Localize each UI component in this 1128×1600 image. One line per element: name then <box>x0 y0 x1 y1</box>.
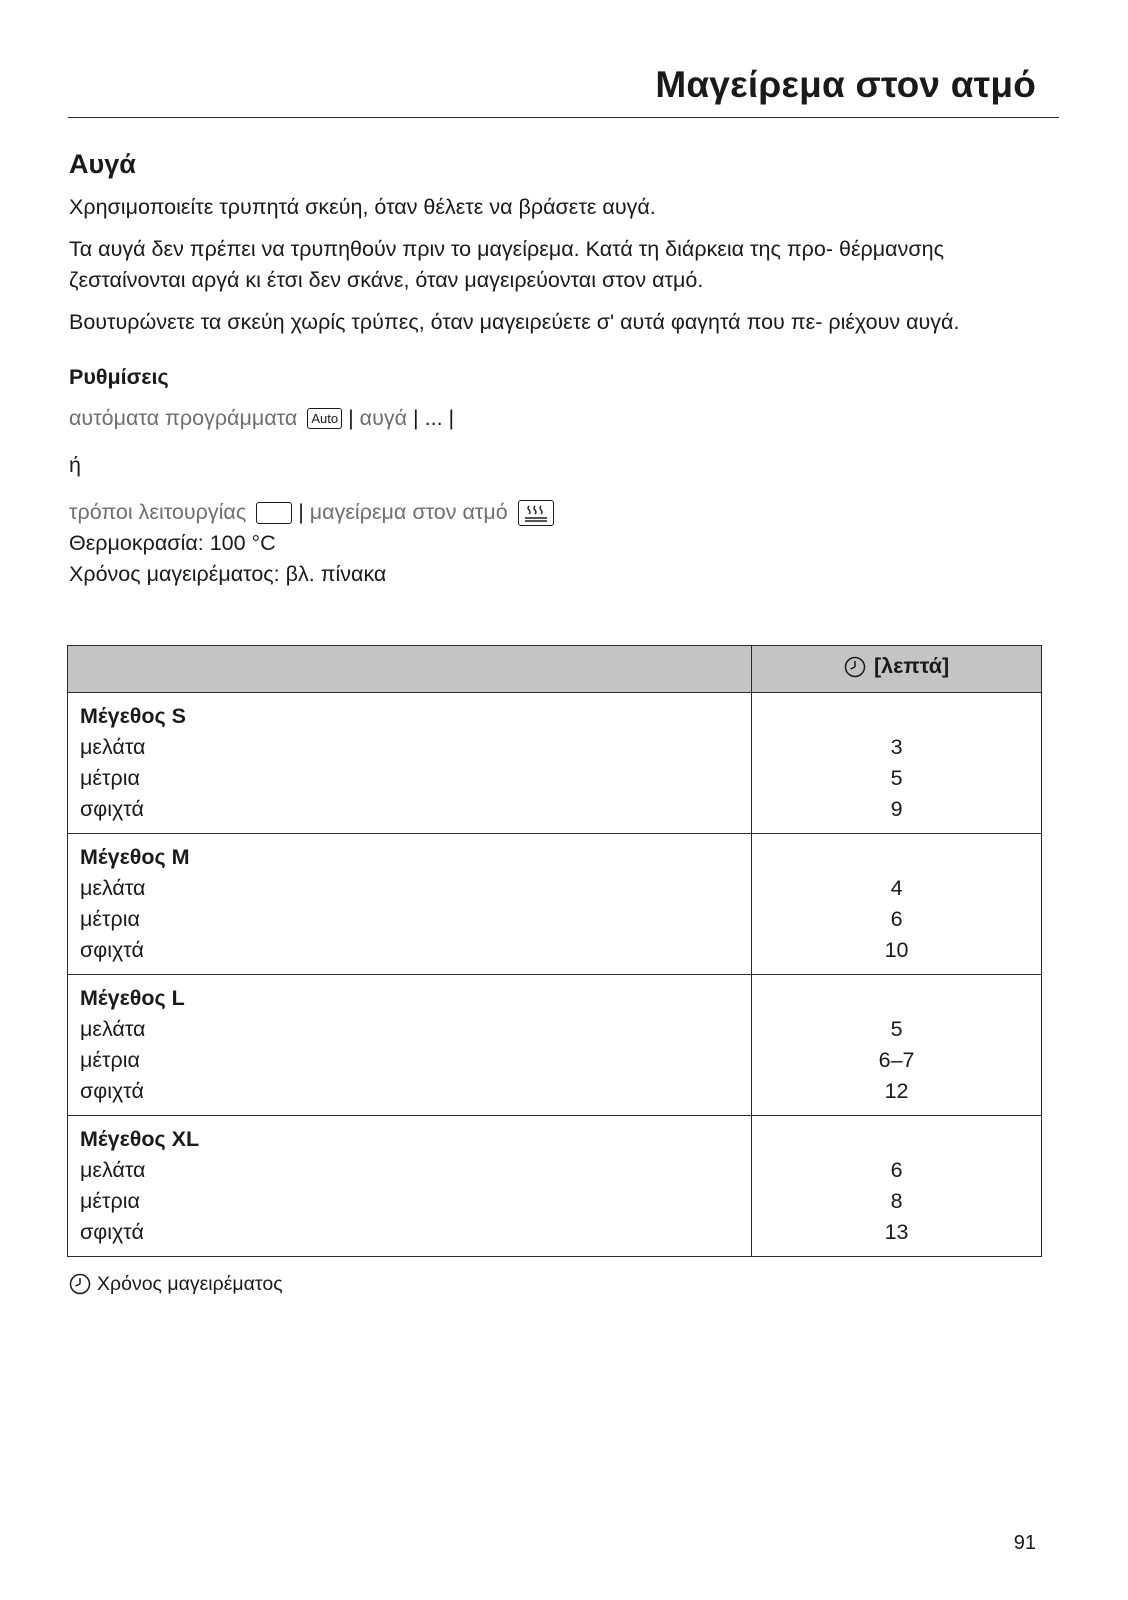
table-header-minutes-label: [λεπτά] <box>873 654 950 679</box>
header-divider <box>68 117 1059 118</box>
page-number: 91 <box>1013 1532 1036 1554</box>
row-value: 5 <box>890 1017 903 1041</box>
group-value-cell <box>752 1116 1042 1257</box>
row-value: 8 <box>890 1189 903 1213</box>
table-footnote <box>69 1270 283 1298</box>
row-label: σφιχτά <box>80 1079 144 1103</box>
row-value: 5 <box>890 766 903 790</box>
operating-modes-icon <box>256 502 292 524</box>
paragraph-2: Τα αυγά δεν πρέπει να τρυπηθούν πριν το μαγείρεμα. Κατά τη διάρκεια της προ- θέρμανσης ζεσταίνονται αργά κι έτσι δεν σκάνε, όταν μαγειρεύονται στον ατμό. <box>69 237 944 292</box>
group-label-cell <box>68 693 752 834</box>
auto-badge-icon: Auto <box>307 408 342 429</box>
paragraph-1: Χρησιμοποιείτε τρυπητά σκεύη, όταν θέλετε να βράσετε αυγά. <box>69 195 656 219</box>
row-label: μέτρια <box>80 907 140 931</box>
row-value: 6 <box>890 907 903 931</box>
group-title: Μέγεθος XL <box>80 1127 200 1151</box>
settings-heading: Ρυθμίσεις <box>69 365 169 389</box>
row-value: 13 <box>884 1220 909 1244</box>
path-item-operating-modes: τρόποι λειτουργίας <box>69 500 247 524</box>
steam-icon-graphic <box>522 503 550 523</box>
or-text: ή <box>69 453 81 477</box>
clock-icon <box>844 656 866 678</box>
path-separator: | <box>448 406 455 430</box>
table-header-empty <box>68 646 752 693</box>
path-item-steam-cooking: μαγείρεμα στον ατμό <box>309 500 508 524</box>
path-item-auto-programs: αυτόματα προγράμματα <box>69 406 298 430</box>
row-value: 10 <box>884 938 909 962</box>
table-group-row <box>68 1116 1042 1257</box>
group-value-cell <box>752 834 1042 975</box>
path-item-ellipsis: ... <box>424 406 443 430</box>
path-item-eggs: αυγά <box>359 406 408 430</box>
group-title: Μέγεθος M <box>80 845 190 869</box>
group-value-cell <box>752 975 1042 1116</box>
group-title: Μέγεθος L <box>80 986 185 1010</box>
path-separator: | <box>298 500 304 524</box>
cooking-times-table <box>67 645 1042 1257</box>
row-value: 6–7 <box>878 1048 915 1072</box>
path-separator: | <box>413 406 419 430</box>
table-group-row <box>68 693 1042 834</box>
group-title: Μέγεθος S <box>80 704 187 728</box>
page-header-title: Μαγείρεμα στον ατμό <box>655 64 1036 105</box>
group-label-cell <box>68 1116 752 1257</box>
group-label-cell <box>68 975 752 1116</box>
row-value: 9 <box>890 797 903 821</box>
row-label: μέτρια <box>80 1048 140 1072</box>
group-label-cell <box>68 834 752 975</box>
section-title: Αυγά <box>69 149 136 179</box>
row-label: μέτρια <box>80 1189 140 1213</box>
row-label: μελάτα <box>80 1017 146 1041</box>
temperature-setting: Θερμοκρασία: 100 °C <box>69 531 276 555</box>
row-value: 4 <box>890 876 903 900</box>
table-header-row <box>68 646 1042 693</box>
main-content <box>69 146 1059 590</box>
row-label: μελάτα <box>80 735 146 759</box>
row-label: σφιχτά <box>80 1220 144 1244</box>
group-value-cell <box>752 693 1042 834</box>
row-label: μέτρια <box>80 766 140 790</box>
row-label: μελάτα <box>80 876 146 900</box>
row-value: 3 <box>890 735 903 759</box>
footnote-text: Χρόνος μαγειρέματος <box>97 1273 283 1295</box>
table-group-row <box>68 975 1042 1116</box>
row-label: σφιχτά <box>80 797 144 821</box>
clock-icon <box>69 1273 91 1295</box>
paragraph-3: Βουτυρώνετε τα σκεύη χωρίς τρύπες, όταν μαγειρεύετε σ' αυτά φαγητά που πε- ριέχουν αυγά. <box>69 310 960 334</box>
menu-path-mode <box>69 497 1059 528</box>
path-separator: | <box>348 406 354 430</box>
steam-cooking-icon <box>518 500 554 526</box>
row-label: μελάτα <box>80 1158 146 1182</box>
row-value: 12 <box>884 1079 909 1103</box>
menu-path-auto <box>69 403 1059 434</box>
table-header-minutes <box>752 646 1042 693</box>
row-label: σφιχτά <box>80 938 144 962</box>
row-value: 6 <box>890 1158 903 1182</box>
table-group-row <box>68 834 1042 975</box>
cooking-time-setting: Χρόνος μαγειρέματος: βλ. πίνακα <box>69 562 387 586</box>
